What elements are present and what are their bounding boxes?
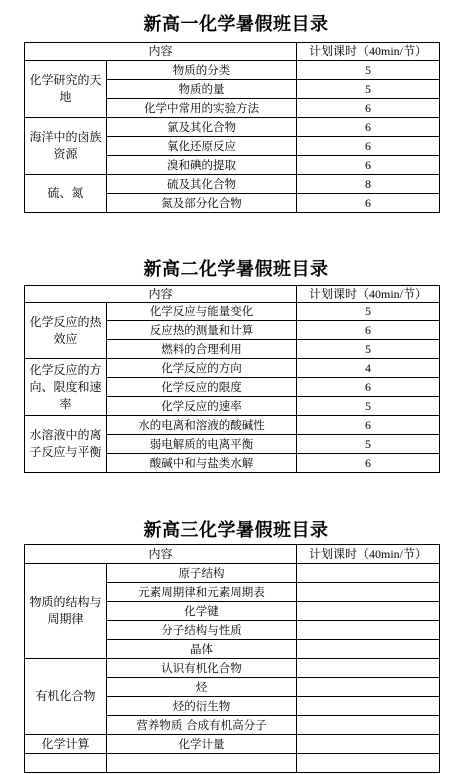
hours-cell [297,621,440,640]
topic-cell: 化学计量 [107,735,297,754]
topic-cell: 水的电离和溶液的酸碱性 [107,416,297,435]
hours-cell: 6 [297,321,440,340]
hours-cell [297,640,440,659]
hours-cell [297,564,440,583]
group-name: 海洋中的卤族资源 [25,118,107,175]
group-name: 化学反应的方向、限度和速率 [25,359,107,416]
hours-cell [297,659,440,678]
header-content: 内容 [25,545,297,564]
hours-cell: 8 [297,175,440,194]
topic-cell: 分子结构与性质 [107,621,297,640]
section-1-title: 新高一化学暑假班目录 [143,14,329,35]
hours-cell [297,716,440,735]
topic-cell: 元素周期律和元素周期表 [107,583,297,602]
topic-cell: 物质的分类 [107,61,297,80]
hours-cell: 5 [297,80,440,99]
topic-cell: 氮及部分化合物 [107,194,297,213]
group-name: 硫、氮 [25,175,107,213]
topic-cell: 化学反应与能量变化 [107,303,297,321]
topic-cell: 氧化还原反应 [107,137,297,156]
topic-cell: 化学键 [107,602,297,621]
hours-cell [297,697,440,716]
topic-cell: 燃料的合理利用 [107,340,297,359]
header-hours: 计划课时（40min/节） [297,43,440,61]
section-2-table [24,285,440,473]
topic-cell: 溴和碘的提取 [107,156,297,175]
hours-cell: 6 [297,156,440,175]
topic-cell: 化学中常用的实验方法 [107,99,297,118]
topic-cell: 物质的量 [107,80,297,99]
section-3-title: 新高三化学暑假班目录 [143,520,329,541]
section-2-title: 新高二化学暑假班目录 [143,259,329,280]
topic-cell: 认识有机化合物 [107,659,297,678]
topic-cell: 化学反应的速率 [107,397,297,416]
group-name: 化学反应的热效应 [25,303,107,359]
topic-cell: 酸碱中和与盐类水解 [107,454,297,473]
topic-cell [107,754,297,773]
hours-cell [297,678,440,697]
group-name: 有机化合物 [25,659,107,735]
topic-cell: 晶体 [107,640,297,659]
topic-cell: 反应热的测量和计算 [107,321,297,340]
topic-cell: 化学反应的方向 [107,359,297,378]
topic-cell: 原子结构 [107,564,297,583]
group-name [25,754,107,773]
header-hours: 计划课时（40min/节） [297,286,440,303]
hours-cell: 4 [297,359,440,378]
topic-cell: 硫及其化合物 [107,175,297,194]
header-content: 内容 [25,286,297,303]
hours-cell [297,735,440,754]
hours-cell: 6 [297,378,440,397]
hours-cell: 6 [297,99,440,118]
section-1-table [24,42,440,213]
group-name: 化学计算 [25,735,107,754]
hours-cell: 5 [297,435,440,454]
hours-cell [297,754,440,773]
header-hours: 计划课时（40min/节） [297,545,440,564]
topic-cell: 弱电解质的电离平衡 [107,435,297,454]
hours-cell: 5 [297,340,440,359]
hours-cell [297,583,440,602]
group-name: 化学研究的天地 [25,61,107,118]
hours-cell: 6 [297,416,440,435]
hours-cell: 5 [297,397,440,416]
topic-cell: 氯及其化合物 [107,118,297,137]
hours-cell: 5 [297,303,440,321]
header-content: 内容 [25,43,297,61]
section-3-table [24,544,440,773]
topic-cell: 烃的衍生物 [107,697,297,716]
group-name: 水溶液中的离子反应与平衡 [25,416,107,473]
group-name: 物质的结构与周期律 [25,564,107,659]
hours-cell: 5 [297,61,440,80]
hours-cell: 6 [297,194,440,213]
hours-cell: 6 [297,118,440,137]
hours-cell: 6 [297,137,440,156]
topic-cell: 营养物质 合成有机高分子 [107,716,297,735]
hours-cell [297,602,440,621]
hours-cell: 6 [297,454,440,473]
topic-cell: 化学反应的限度 [107,378,297,397]
topic-cell: 烃 [107,678,297,697]
